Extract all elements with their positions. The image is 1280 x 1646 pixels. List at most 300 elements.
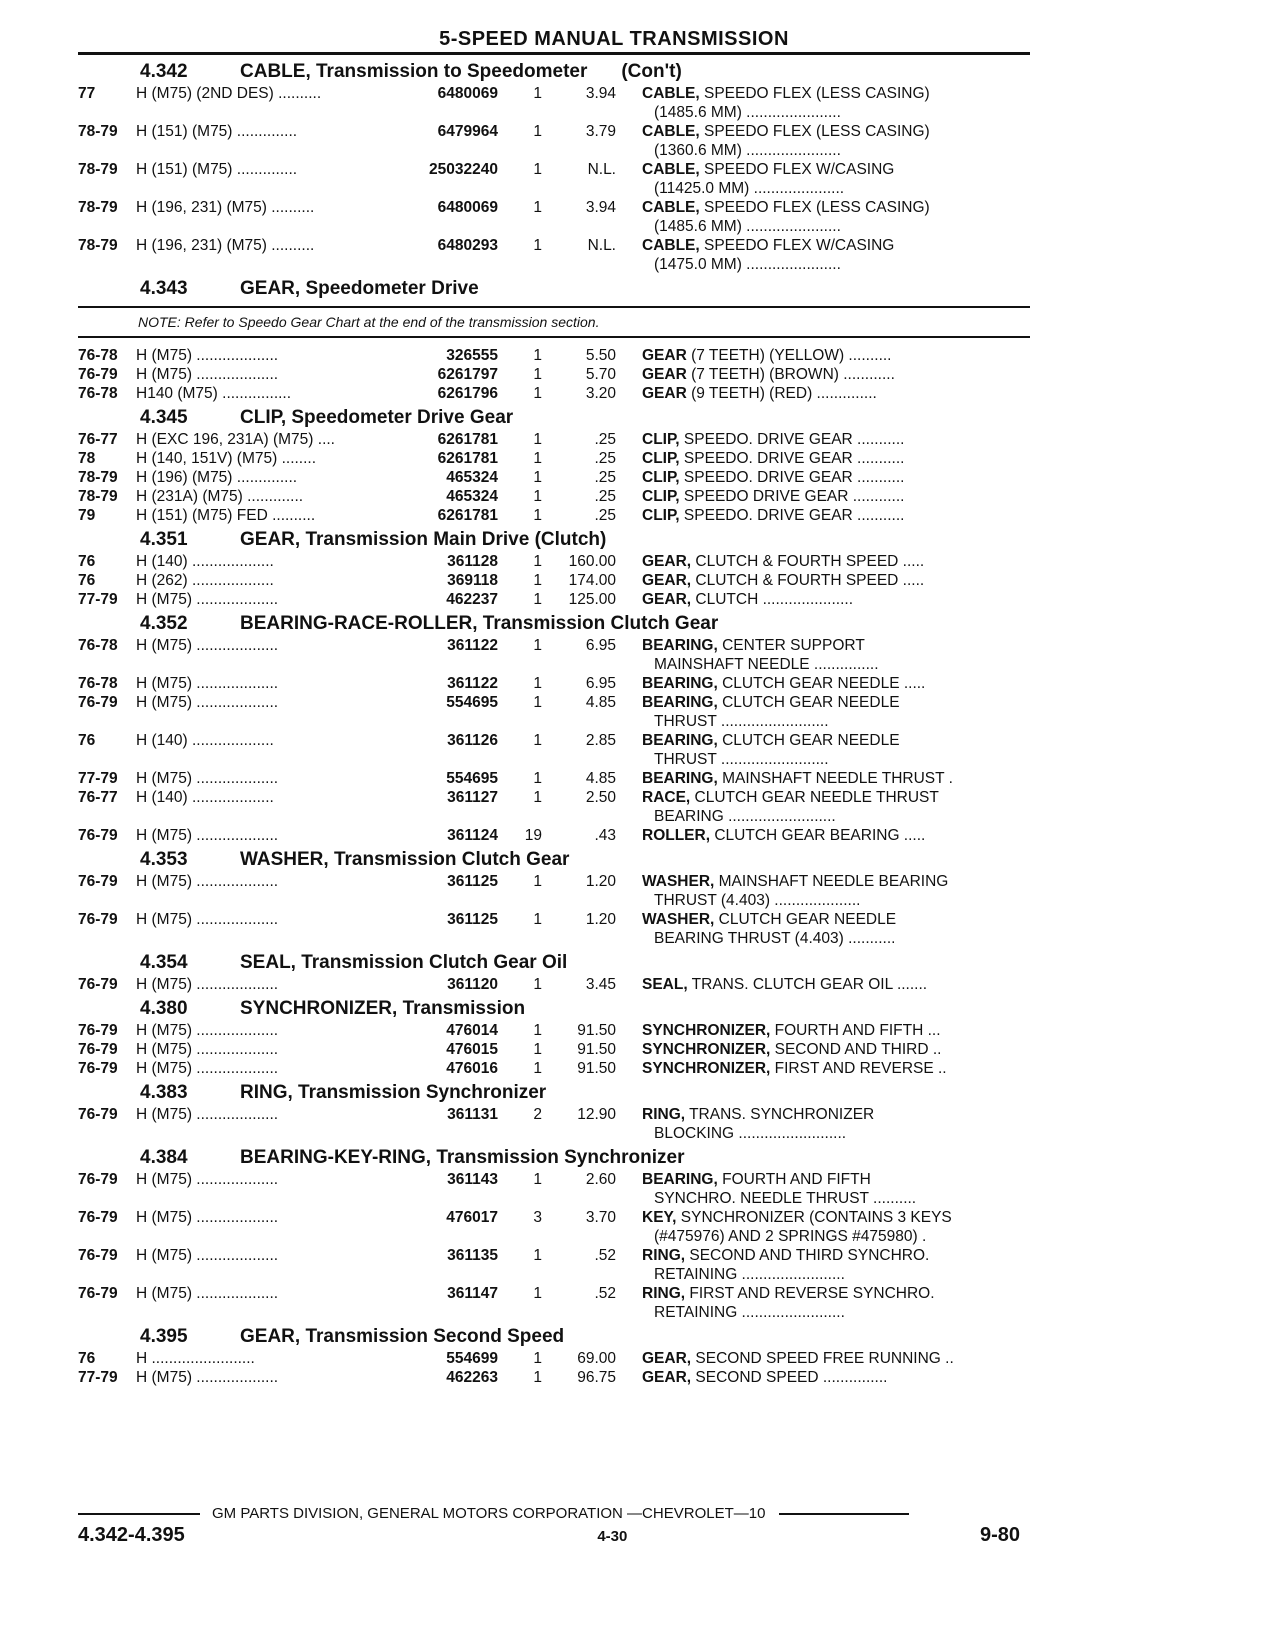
section-number: 4.380 [140, 998, 188, 1019]
description-line [642, 365, 1030, 384]
part-row [78, 872, 1030, 910]
note-block [78, 306, 1030, 338]
part-row [78, 506, 1030, 525]
quantity: 1 [533, 1171, 542, 1188]
price: 96.75 [577, 1369, 616, 1386]
description-continuation: BEARING ......................... [654, 808, 836, 825]
description-keyword: GEAR, [642, 1350, 692, 1367]
quantity: 1 [533, 123, 542, 140]
application: H (140) ................... [136, 789, 274, 806]
part-number: 361128 [447, 553, 498, 570]
description-text: CLUTCH GEAR NEEDLE [717, 732, 900, 749]
quantity: 1 [533, 507, 542, 524]
quantity: 1 [533, 694, 542, 711]
application: H (M75) ................... [136, 873, 279, 890]
section-name: CABLE, Transmission to Speedometer [240, 61, 588, 82]
part-row [78, 731, 1030, 769]
section-heading [78, 998, 1030, 1020]
application: H (151) (M75) FED .......... [136, 507, 316, 524]
part-row [78, 1059, 1030, 1078]
description-continuation: MAINSHAFT NEEDLE ............... [654, 656, 879, 673]
description-keyword: WASHER, [642, 873, 715, 890]
description-line [642, 1170, 1030, 1189]
part-entry [78, 1246, 1030, 1284]
section-heading [78, 278, 1030, 300]
part-number: 361124 [447, 827, 498, 844]
application: H (196) (M75) .............. [136, 469, 298, 486]
model-years: 77-79 [78, 591, 118, 608]
section-number: 4.351 [140, 529, 188, 550]
description-text: SPEEDO. DRIVE GEAR ........... [679, 450, 905, 467]
model-years: 76-79 [78, 873, 118, 890]
description [616, 769, 1030, 788]
description-line [642, 769, 1030, 788]
description-line [642, 468, 1030, 487]
quantity: 1 [533, 873, 542, 890]
quantity: 1 [533, 976, 542, 993]
quantity: 1 [533, 1369, 542, 1386]
model-years: 78-79 [78, 469, 118, 486]
section-continued: (Con't) [621, 61, 682, 82]
quantity: 1 [533, 347, 542, 364]
part-entry [78, 1021, 1030, 1040]
model-years: 76-77 [78, 789, 118, 806]
description [616, 122, 1030, 160]
description-keyword: GEAR, [642, 553, 692, 570]
description-line [642, 1368, 1030, 1387]
quantity: 1 [533, 1350, 542, 1367]
description-continuation: THRUST ......................... [654, 713, 829, 730]
part-row [78, 468, 1030, 487]
description [616, 872, 1030, 910]
part-entry [78, 552, 1030, 571]
model-years: 76 [78, 553, 96, 570]
section-heading [78, 1082, 1030, 1104]
model-years: 77-79 [78, 770, 118, 787]
description [616, 636, 1030, 674]
description-continuation: THRUST ......................... [654, 751, 829, 768]
part-number: 476017 [446, 1209, 498, 1226]
quantity: 2 [533, 1106, 542, 1123]
description [616, 468, 1030, 487]
description [616, 1040, 1030, 1059]
price: 3.45 [585, 976, 616, 993]
application: H (EXC 196, 231A) (M75) .... [136, 431, 335, 448]
application: H (M75) ................... [136, 1041, 279, 1058]
sections-container [78, 61, 1030, 1387]
description-continuation: (1475.0 MM) ...................... [654, 256, 841, 273]
part-row [78, 552, 1030, 571]
model-years: 78-79 [78, 123, 118, 140]
part-number: 361143 [447, 1171, 498, 1188]
part-entry [78, 1208, 1030, 1246]
description-keyword: CLIP, [642, 450, 680, 467]
part-number: 361127 [447, 789, 498, 806]
description-line [642, 346, 1030, 365]
description-text: CLUTCH GEAR NEEDLE ..... [717, 675, 926, 692]
section-number: 4.383 [140, 1082, 188, 1103]
note-rule-bottom [78, 336, 1030, 338]
description-text: TRANS. SYNCHRONIZER [685, 1106, 875, 1123]
model-years: 78-79 [78, 161, 118, 178]
description [616, 487, 1030, 506]
description [616, 384, 1030, 403]
price: .52 [594, 1285, 616, 1302]
description [616, 84, 1030, 122]
model-years: 76-79 [78, 976, 118, 993]
part-number: 462263 [446, 1369, 498, 1386]
section-number: 4.343 [140, 278, 188, 299]
part-entry [78, 1105, 1030, 1143]
description-continuation: (1485.6 MM) ...................... [654, 218, 841, 235]
description [616, 731, 1030, 769]
part-row [78, 487, 1030, 506]
description-text: SPEEDO FLEX (LESS CASING) [699, 199, 930, 216]
model-years: 76-78 [78, 637, 118, 654]
part-row [78, 160, 1030, 198]
part-row [78, 674, 1030, 693]
part-row [78, 365, 1030, 384]
model-years: 76-79 [78, 694, 118, 711]
quantity: 1 [533, 770, 542, 787]
model-years: 76-78 [78, 385, 118, 402]
price: 1.20 [585, 873, 616, 890]
quantity: 1 [533, 553, 542, 570]
quantity: 1 [533, 1041, 542, 1058]
application: H ........................ [136, 1350, 255, 1367]
model-years: 76-79 [78, 827, 118, 844]
description-keyword: BEARING, [642, 675, 718, 692]
description [616, 1246, 1030, 1284]
description-keyword: BEARING, [642, 637, 718, 654]
description [616, 236, 1030, 274]
section-number: 4.353 [140, 849, 188, 870]
part-number: 6261781 [437, 507, 498, 524]
part-number: 326555 [446, 347, 498, 364]
description-line [642, 1040, 1030, 1059]
description [616, 1059, 1030, 1078]
description-line [642, 571, 1030, 590]
section-number: 4.352 [140, 613, 188, 634]
quantity: 1 [533, 199, 542, 216]
application: H (140, 151V) (M75) ........ [136, 450, 317, 467]
part-entry [78, 1349, 1030, 1368]
part-entry [78, 826, 1030, 845]
part-row [78, 1368, 1030, 1387]
price: .43 [594, 827, 616, 844]
description-line [642, 975, 1030, 994]
application: H (M75) ................... [136, 694, 279, 711]
part-number: 554699 [446, 1350, 498, 1367]
price: N.L. [587, 161, 616, 178]
description [616, 975, 1030, 994]
quantity: 1 [533, 450, 542, 467]
description [616, 1349, 1030, 1368]
part-entry [78, 122, 1030, 160]
title-rule [78, 52, 1030, 55]
application: H140 (M75) ................ [136, 385, 292, 402]
model-years: 76-79 [78, 1285, 118, 1302]
part-number: 6480293 [437, 237, 498, 254]
footer-rule-left [78, 1513, 200, 1515]
description-line [642, 430, 1030, 449]
catalog-page [78, 26, 1030, 1387]
description [616, 430, 1030, 449]
part-entry [78, 590, 1030, 609]
application: H (151) (M75) .............. [136, 161, 298, 178]
section-heading [78, 613, 1030, 635]
quantity: 1 [533, 789, 542, 806]
description [616, 1208, 1030, 1246]
price: 3.20 [585, 385, 616, 402]
description-line [642, 160, 1030, 179]
price: 2.50 [585, 789, 616, 806]
part-entry [78, 384, 1030, 403]
description-text: CLUTCH ..................... [691, 591, 854, 608]
part-row [78, 636, 1030, 674]
footer-bottom [78, 1524, 1030, 1547]
part-entry [78, 236, 1030, 274]
price: .52 [594, 1247, 616, 1264]
description-text: SECOND SPEED FREE RUNNING .. [691, 1350, 954, 1367]
description-keyword: SYNCHRONIZER, [642, 1060, 771, 1077]
quantity: 1 [533, 732, 542, 749]
quantity: 1 [533, 431, 542, 448]
description-text: CLUTCH & FOURTH SPEED ..... [691, 553, 925, 570]
description [616, 826, 1030, 845]
part-entry [78, 1059, 1030, 1078]
section-number: 4.384 [140, 1147, 188, 1168]
part-entry [78, 430, 1030, 449]
part-row [78, 236, 1030, 274]
part-row [78, 122, 1030, 160]
part-number: 369118 [447, 572, 498, 589]
description-text: FIRST AND REVERSE .. [770, 1060, 947, 1077]
description-line [642, 693, 1030, 712]
price: .25 [594, 450, 616, 467]
footer-rule-right [779, 1513, 909, 1515]
description-keyword: GEAR, [642, 572, 692, 589]
part-entry [78, 788, 1030, 826]
description-keyword: BEARING, [642, 732, 718, 749]
price: 12.90 [577, 1106, 616, 1123]
application: H (M75) ................... [136, 1022, 279, 1039]
part-entry [78, 365, 1030, 384]
section-name: GEAR, Speedometer Drive [240, 278, 479, 299]
price: .25 [594, 488, 616, 505]
description-line [642, 910, 1030, 929]
model-years: 76-79 [78, 1247, 118, 1264]
description-text: SPEEDO FLEX (LESS CASING) [699, 123, 930, 140]
application: H (M75) ................... [136, 1106, 279, 1123]
description-text: CLUTCH & FOURTH SPEED ..... [691, 572, 925, 589]
description [616, 1368, 1030, 1387]
price: 1.20 [585, 911, 616, 928]
application: H (M75) ................... [136, 1209, 279, 1226]
part-number: 465324 [446, 488, 498, 505]
description-line [642, 122, 1030, 141]
application: H (M75) ................... [136, 1247, 279, 1264]
description-line [642, 731, 1030, 750]
application: H (M75) ................... [136, 911, 279, 928]
part-entry [78, 1170, 1030, 1208]
description-text: SPEEDO DRIVE GEAR ............ [679, 488, 905, 505]
page-title: 5-SPEED MANUAL TRANSMISSION [439, 28, 789, 50]
description-keyword: KEY, [642, 1209, 677, 1226]
quantity: 1 [533, 85, 542, 102]
price: 5.50 [585, 347, 616, 364]
part-number: 6261781 [437, 431, 498, 448]
part-number: 554695 [446, 694, 498, 711]
part-row [78, 693, 1030, 731]
price: 174.00 [568, 572, 616, 589]
page-footer [78, 1505, 1030, 1547]
part-row [78, 571, 1030, 590]
description-keyword: SYNCHRONIZER, [642, 1041, 771, 1058]
part-row [78, 1021, 1030, 1040]
model-years: 76-77 [78, 431, 118, 448]
description-line [642, 1105, 1030, 1124]
part-number: 361126 [447, 732, 498, 749]
footer-publisher: GM PARTS DIVISION, GENERAL MOTORS CORPORATION —CHEVROLET—10 [212, 1505, 766, 1522]
application: H (M75) ................... [136, 637, 279, 654]
quantity: 1 [533, 469, 542, 486]
footer-section-range: 4.342-4.395 [78, 1524, 185, 1546]
description-line [642, 1208, 1030, 1227]
part-entry [78, 160, 1030, 198]
description-keyword: SEAL, [642, 976, 688, 993]
section-number: 4.345 [140, 407, 188, 428]
part-row [78, 384, 1030, 403]
description-continuation: (1360.6 MM) ...................... [654, 142, 841, 159]
part-number: 25032240 [429, 161, 498, 178]
description-keyword: ROLLER, [642, 827, 711, 844]
part-number: 6261797 [437, 366, 498, 383]
model-years: 76 [78, 572, 96, 589]
part-number: 361131 [447, 1106, 498, 1123]
section-heading [78, 407, 1030, 429]
application: H (M75) ................... [136, 1285, 279, 1302]
description [616, 449, 1030, 468]
section-heading [78, 849, 1030, 871]
description [616, 552, 1030, 571]
quantity: 1 [533, 1285, 542, 1302]
price: 91.50 [577, 1041, 616, 1058]
description [616, 590, 1030, 609]
part-entry [78, 975, 1030, 994]
section-name: GEAR, Transmission Second Speed [240, 1326, 565, 1347]
quantity: 1 [533, 385, 542, 402]
description-line [642, 84, 1030, 103]
description-keyword: BEARING, [642, 1171, 718, 1188]
application: H (M75) ................... [136, 675, 279, 692]
price: 91.50 [577, 1060, 616, 1077]
section-name: CLIP, Speedometer Drive Gear [240, 407, 514, 428]
description-keyword: CABLE, [642, 237, 700, 254]
model-years: 76-79 [78, 1171, 118, 1188]
price: 3.79 [585, 123, 616, 140]
model-years: 76-79 [78, 911, 118, 928]
description-line [642, 552, 1030, 571]
description-text: CLUTCH GEAR NEEDLE THRUST [690, 789, 939, 806]
description-keyword: BEARING, [642, 770, 718, 787]
model-years: 76 [78, 1350, 96, 1367]
description-line [642, 872, 1030, 891]
part-number: 6479964 [437, 123, 498, 140]
description-line [642, 487, 1030, 506]
quantity: 1 [533, 637, 542, 654]
description-keyword: CLIP, [642, 507, 680, 524]
description-text: SECOND AND THIRD SYNCHRO. [685, 1247, 930, 1264]
description-text: CLUTCH GEAR BEARING ..... [710, 827, 926, 844]
description [616, 160, 1030, 198]
application: H (140) ................... [136, 553, 274, 570]
description-line [642, 1246, 1030, 1265]
description-line [642, 674, 1030, 693]
model-years: 76-79 [78, 1106, 118, 1123]
model-years: 76-79 [78, 1209, 118, 1226]
description-keyword: RING, [642, 1106, 686, 1123]
description-continuation: RETAINING ........................ [654, 1266, 845, 1283]
description [616, 506, 1030, 525]
part-entry [78, 468, 1030, 487]
footer-line [78, 1505, 1030, 1522]
quantity: 1 [533, 572, 542, 589]
quantity: 1 [533, 237, 542, 254]
description-text: SPEEDO FLEX W/CASING [699, 161, 895, 178]
price: 2.85 [585, 732, 616, 749]
description [616, 571, 1030, 590]
description-text: SECOND SPEED ............... [691, 1369, 888, 1386]
application: H (262) ................... [136, 572, 274, 589]
section-heading [78, 1147, 1030, 1169]
part-number: 465324 [446, 469, 498, 486]
section-heading [78, 952, 1030, 974]
description-keyword: SYNCHRONIZER, [642, 1022, 771, 1039]
description-keyword: CLIP, [642, 488, 680, 505]
part-number: 361147 [447, 1285, 498, 1302]
model-years: 78-79 [78, 199, 118, 216]
quantity: 19 [524, 827, 542, 844]
description-line [642, 236, 1030, 255]
price: .25 [594, 469, 616, 486]
description-line [642, 636, 1030, 655]
description-line [642, 590, 1030, 609]
part-entry [78, 506, 1030, 525]
part-row [78, 975, 1030, 994]
price: 4.85 [585, 770, 616, 787]
part-number: 476016 [446, 1060, 498, 1077]
application: H (M75) (2ND DES) .......... [136, 85, 322, 102]
part-entry [78, 674, 1030, 693]
description-keyword: CABLE, [642, 161, 700, 178]
section-name: SYNCHRONIZER, Transmission [240, 998, 526, 1019]
application: H (151) (M75) .............. [136, 123, 298, 140]
application: H (M75) ................... [136, 1060, 279, 1077]
note-text: NOTE: Refer to Speedo Gear Chart at the end of the transmission section. [138, 314, 600, 330]
part-row [78, 1105, 1030, 1143]
description-text: CENTER SUPPORT [717, 637, 865, 654]
description-line [642, 1059, 1030, 1078]
application: H (M75) ................... [136, 976, 279, 993]
description-continuation: RETAINING ........................ [654, 1304, 845, 1321]
description-text: SPEEDO FLEX W/CASING [699, 237, 895, 254]
model-years: 76-79 [78, 1041, 118, 1058]
section-number: 4.395 [140, 1326, 188, 1347]
description-keyword: CABLE, [642, 123, 700, 140]
footer-page-number: 4-30 [597, 1528, 628, 1545]
part-number: 361122 [447, 637, 498, 654]
